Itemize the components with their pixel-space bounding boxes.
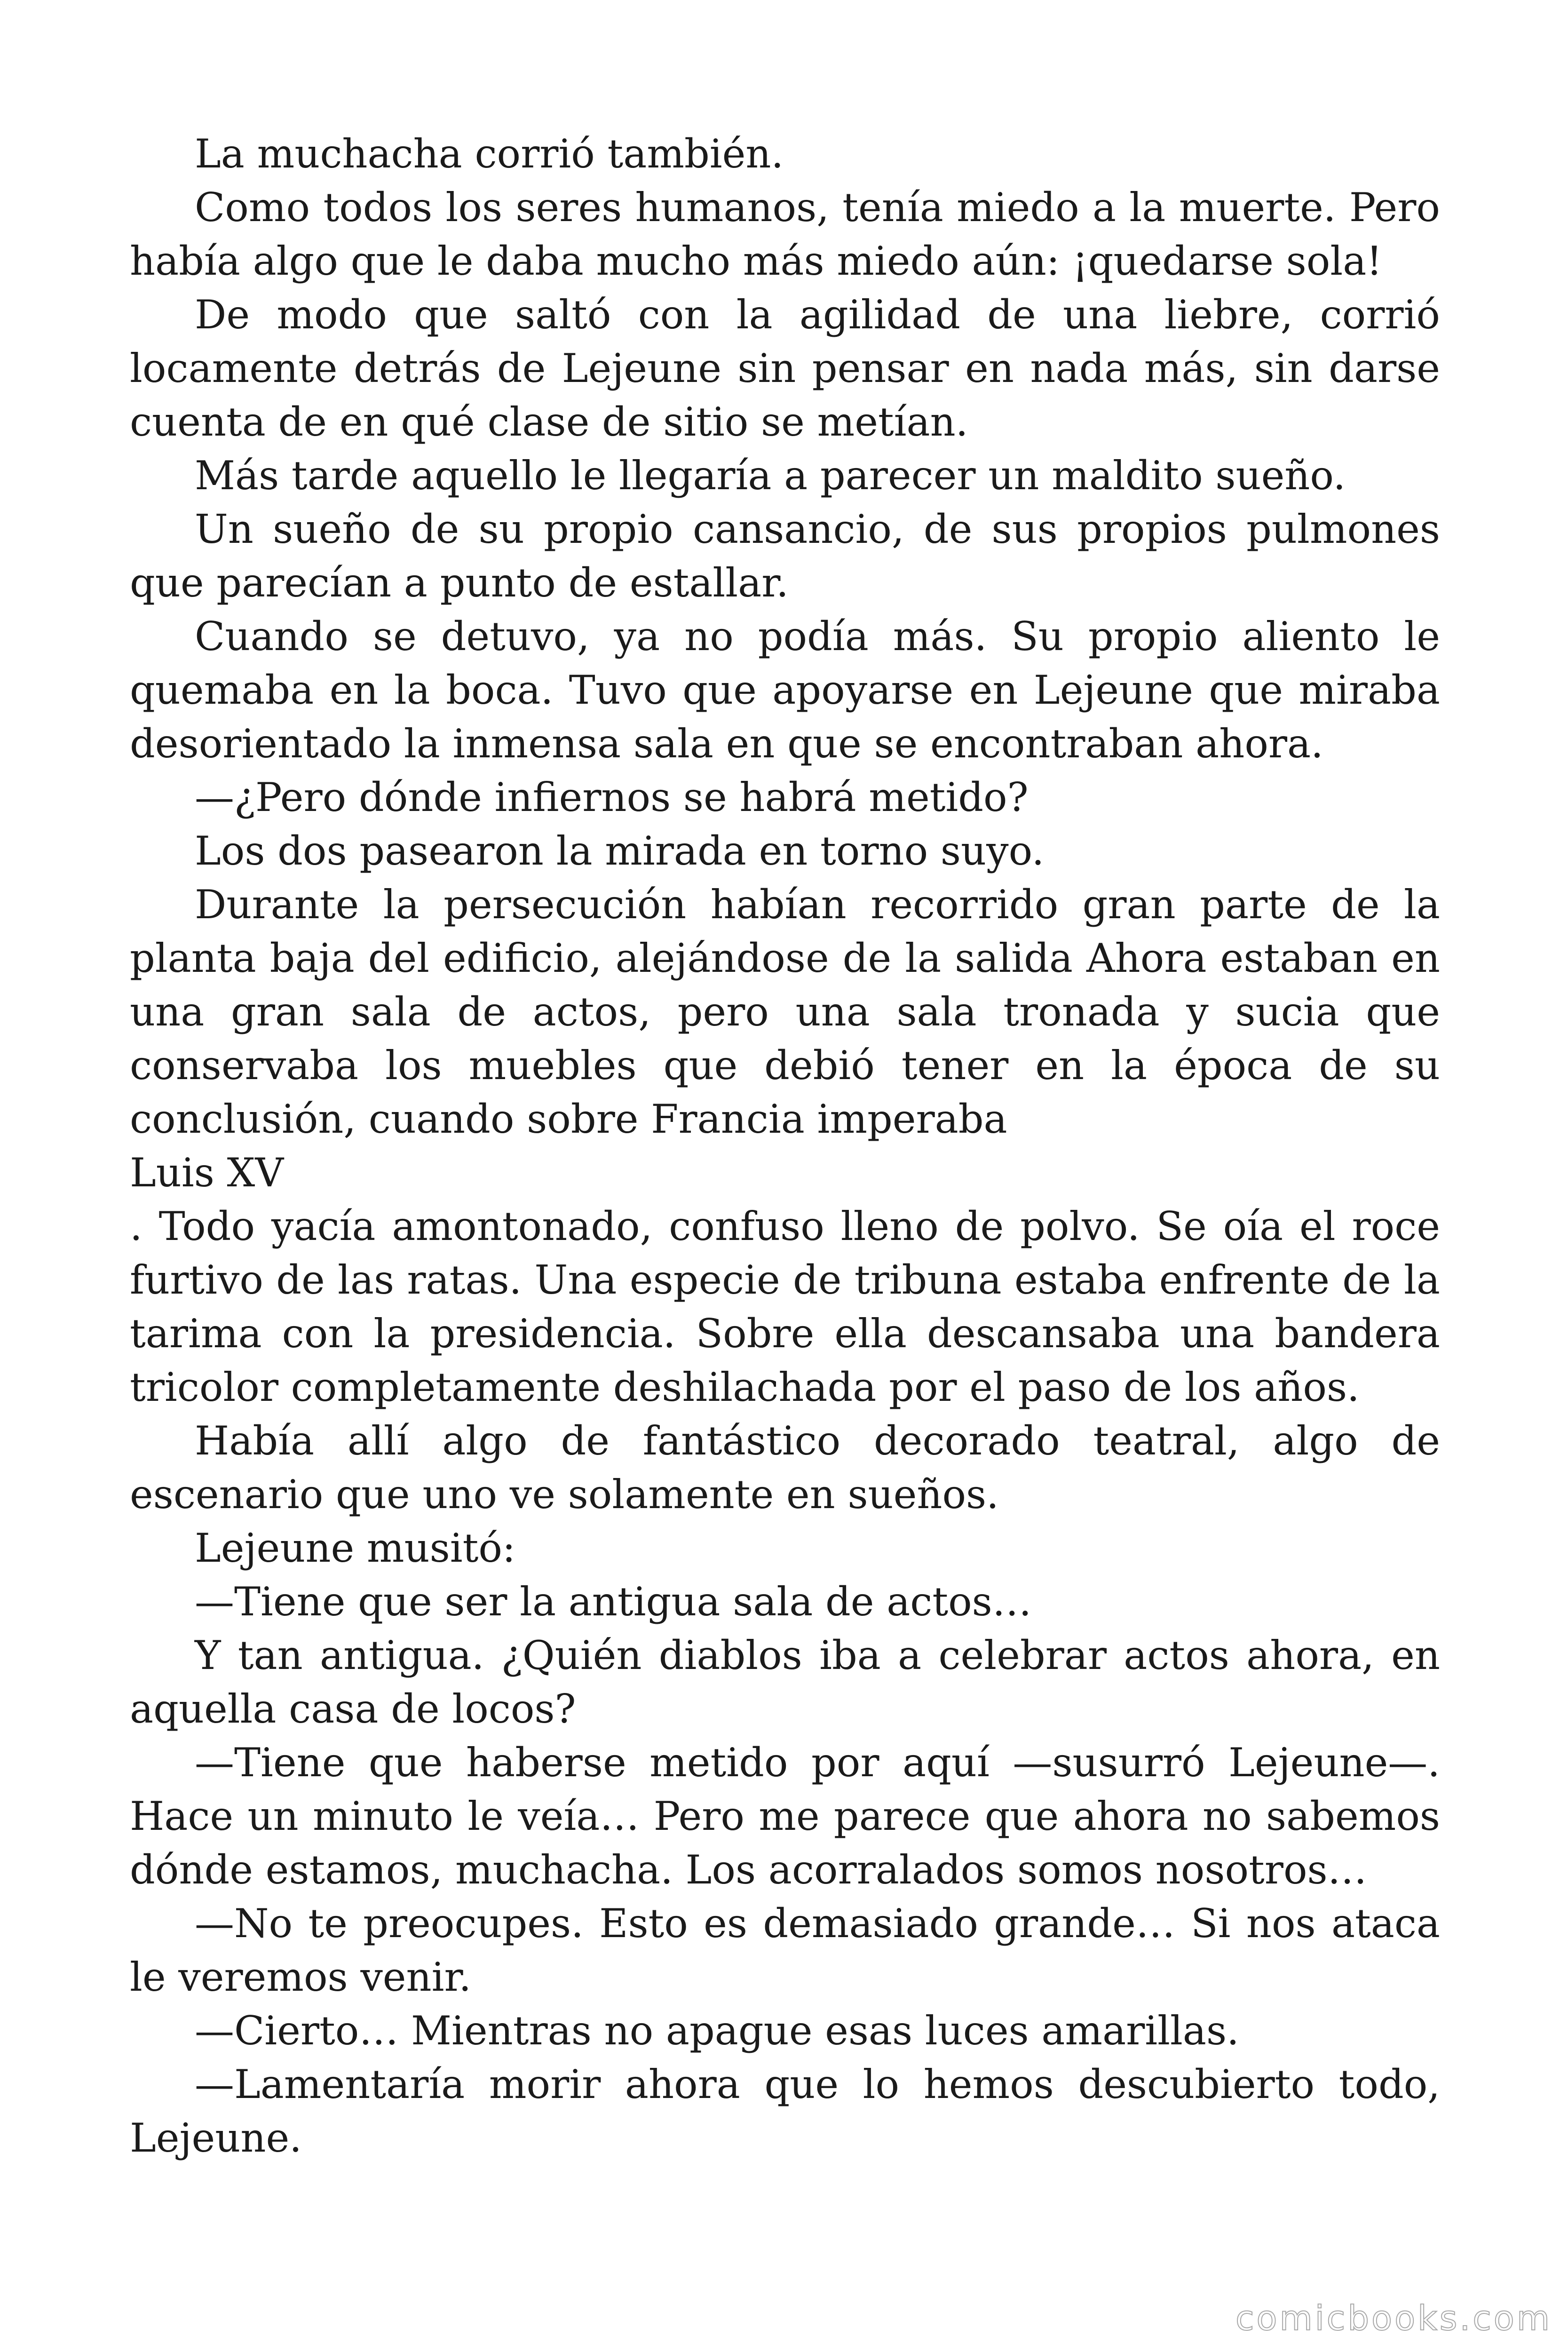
paragraph: —Lamentaría morir ahora que lo hemos descubierto todo, Lejeune.: [130, 2061, 1440, 2161]
paragraph: Y tan antigua. ¿Quién diablos iba a celebrar actos ahora, en aquella casa de locos?: [130, 1632, 1440, 1732]
paragraph: Como todos los seres humanos, tenía miedo a la muerte. Pero había algo que le daba mucho más miedo aún: ¡quedarse sola!: [130, 184, 1440, 284]
paragraph: —Tiene que haberse metido por aquí —susurró Lejeune—. Hace un minuto le veía… Pero me parece que ahora no sabemos dónde estamos, muchacha. Los acorralados somos nosotros…: [130, 1740, 1440, 1893]
paragraph: La muchacha corrió también.: [195, 131, 784, 177]
paragraph: Había allí algo de fantástico decorado teatral, algo de escenario que uno ve solamente en sueños.: [130, 1418, 1440, 1518]
paragraph: . Todo yacía amontonado, confuso lleno de polvo. Se oía el roce furtivo de las ratas. Una especie de tribuna estaba enfrente de la tarima con la presidencia. Sobre ella descansaba una bandera tricolor completamente deshilachada por el paso de los años.: [130, 1203, 1440, 1410]
paragraph: Durante la persecución habían recorrido gran parte de la planta baja del edificio, alejándose de la salida Ahora estaban en una gran sala de actos, pero una sala tronada y sucia que conservaba los muebles que debió tener en la época de su conclusión, cuando sobre Francia imperaba: [130, 882, 1440, 1142]
paragraph: Un sueño de su propio cansancio, de sus propios pulmones que parecían a punto de estallar.: [130, 506, 1440, 606]
watermark: comicbooks.com: [1235, 2298, 1552, 2338]
paragraph: —Cierto… Mientras no apague esas luces amarillas.: [195, 2008, 1239, 2054]
paragraph: —Tiene que ser la antigua sala de actos…: [195, 1579, 1032, 1625]
paragraph: Los dos pasearon la mirada en torno suyo.: [195, 828, 1045, 874]
paragraph: Cuando se detuvo, ya no podía más. Su propio aliento le quemaba en la boca. Tuvo que apoyarse en Lejeune que miraba desorientado la inmensa sala en que se encontraban ahora.: [130, 613, 1440, 767]
paragraph: Luis XV: [130, 1150, 284, 1196]
paragraph: Más tarde aquello le llegaría a parecer un maldito sueño.: [195, 453, 1346, 499]
paragraph: De modo que saltó con la agilidad de una liebre, corrió locamente detrás de Lejeune sin pensar en nada más, sin darse cuenta de en qué clase de sitio se metían.: [130, 292, 1440, 445]
body-text: [130, 127, 1440, 2165]
paragraph: Lejeune musitó:: [195, 1525, 516, 1571]
paragraph: —No te preocupes. Esto es demasiado grande… Si nos ataca le veremos venir.: [130, 1900, 1440, 2000]
paragraph: —¿Pero dónde infiernos se habrá metido?: [195, 774, 1029, 820]
